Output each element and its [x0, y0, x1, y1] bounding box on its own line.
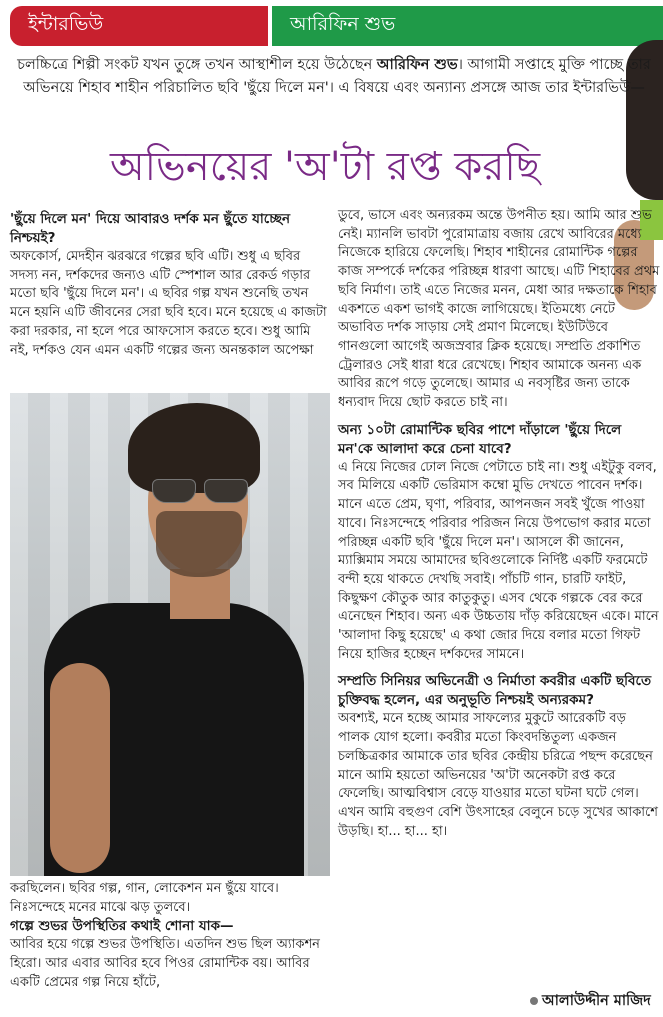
section-label: ইন্টারভিউ: [10, 6, 268, 46]
byline: [530, 990, 663, 1014]
answer-2: আবির হয়ে গল্পে শুভর উপস্থিতি। এতদিন শুভ ছিল অ্যাকশন হিরো। আর এবার আবির হবে পিওর রোমান্টিক বয়। আবির একটি প্রেমের গল্প নিয়ে হাঁটে,: [10, 937, 320, 990]
bullet-icon: [530, 997, 538, 1005]
answer-1-continued: করছিলেন। ছবির গল্প, গান, লোকেশন মন ছুঁয়ে যাবে। নিঃসন্দেহে মনের মাঝে ঝড় তুলবে।: [10, 881, 279, 915]
header-tabs: [10, 6, 663, 46]
intro-paragraph: [14, 54, 654, 100]
answer-4: অবশ্যই, মনে হচ্ছে আমার সাফল্যের মুকুটে আরেকটি বড় পালক যোগ হলো। কবরীর মতো কিংবদন্তিতুল্য একজন চলচ্চিত্রকার আমাকে তার ছবির কেন্দ্রীয় চরিত্রে পছন্দ করেছেন মানে আমি হয়তো অভিনয়ের 'অ'টা অনেকটা রপ্ত করে ফেলেছি। আত্মবিশ্বাস বেড়ে যাওয়ার মতো ঘটনা ঘটে গেল। এখন আমি বহুগুণ বেশি উৎসাহের বেলুনে চড়ে সুখের আকাশে উড়ছি। হা... হা... হা।: [338, 711, 658, 839]
intro-text-after: । আগামী সপ্তাহে মুক্তি পাচ্ছে তার অভিনয়ে শিহাব শাহীন পরিচালিত ছবি 'ছুঁয়ে দিলে মন'। এ বিষয়ে এবং অন্যান্য প্রসঙ্গে আজ তার ইন্টারভিউ—: [23, 57, 651, 96]
answer-3: এ নিয়ে নিজের ঢোল নিজে পেটাতে চাই না। শুধু এইটুকু বলব, সব মিলিয়ে একটি ভেরিমাস কম্বো মুভি দেখতে পাবেন দর্শক। মানে এতে প্রেম, ঘৃণা, পরিবার, আপনজন সবই খুঁজে পাওয়া যাবে। নিঃসন্দেহে পরিবার পরিজন নিয়ে উপভোগ করার মতো পরিচ্ছন্ন একটি ছবি 'ছুঁয়ে দিলে মন'। আসলে কী জানেন, ম্যাক্সিমাম সময়ে আমাদের ছবিগুলোকে নির্দিষ্ট একটি ফরমেটে বন্দী হয়ে থাকতে দেখছি সবাই। পাঁচটি গান, চারটি ফাইট, কিছুক্ষণ কৌতুক আর কাতুকুতু। এসব থেকে গল্পকে বের করে এনেছেন শিহাব। অন্য এক উচ্চতায় দাঁড় করিয়েছেন একে। মানে 'আলাদা কিছু হয়েছে' এ কথা জোর দিয়ে বলার মতো গিফট নিয়ে হাজির হচ্ছেন দর্শকদের সামনে।: [338, 459, 659, 662]
intro-name: আরিফিন শুভ: [376, 57, 458, 73]
left-column-bottom: [10, 880, 328, 993]
subject-name: আরিফিন শুভ: [272, 6, 663, 46]
answer-1: অফকোর্স, মেদহীন ঝরঝরে গল্পের ছবি এটি। শুধু এ ছবির সদস্য নন, দর্শকদের জন্যও এটি স্পেশাল আর রেকর্ড গড়ার মতো ছবি 'ছুঁয়ে দিলে মন'। এ ছবির গল্প যখন শুনেছি তখন মনে হয়নি এটি জীবনের সেরা ছবি হবে। মনে হয়েছে এ কাজটা করা দরকার, না হলে পরে আফসোস করতে হবে। শুধু আমি নই, দর্শকও যেন এমন একটি গল্পের জন্য অনন্তকাল অপেক্ষা: [10, 249, 327, 358]
intro-text-before: চলচ্চিত্রে শিল্পী সংকট যখন তুঙ্গে তখন আস্থাশীল হয়ে উঠেছেন: [17, 57, 377, 73]
question-1: 'ছুঁয়ে দিলে মন' দিয়ে আবারও দর্শক মন ছুঁতে যাচ্ছেন নিশ্চয়ই?: [10, 211, 291, 246]
byline-author: আলাউদ্দীন মাজিদ: [542, 993, 651, 1009]
question-4: সম্প্রতি সিনিয়র অভিনেত্রী ও নির্মাতা কবরীর একটি ছবিতে চুক্তিবদ্ধ হলেন, এর অনুভূতি নিশ্চয়ই অন্যরকম?: [338, 673, 652, 709]
headline: অভিনয়ের 'অ'টা রপ্ত করছি: [109, 144, 541, 190]
question-3: অন্য ১০টা রোমান্টিক ছবির পাশে দাঁড়ালে 'ছুঁয়ে দিলে মন'কে আলাদা করে চেনা যাবে?: [338, 421, 622, 457]
answer-2-continued: ডুবে, ভাসে এবং অন্যরকম অন্তে উপনীত হয়। আমি আর শুভ নেই। ম্যানলি ভাবটা পুরোমাত্রায় বজায় রেখে আবিরের মধ্যে নিজেকে হারিয়ে ফেলেছি। শিহাব শাহীনের রোমান্টিক গল্পের কাজ সম্পর্কে দর্শকের পরিচ্ছন্ন ধারণা আছে। এটি শিহাবের প্রথম ছবি নির্মাণ। তাই এতে নিজের মনন, মেধা আর দক্ষতাকে শিহাব একশতে একশ ভাগই কাজে লাগিয়েছে। ইতিমধ্যে নেটে অভাবিত দর্শক সাড়ায় সেই প্রমাণ মিলেছে। ইউটিউবে গানগুলো আগেই অজস্রবার ক্লিক হয়েছে। সম্প্রতি প্রকাশিত ট্রেলারও সেই ধারা ধরে রেখেছে। শিহাব আমাকে অনন্য এক আবির রূপে গড়ে তুলেছে। আমার এ নবসৃষ্টির জন্য তাকে ধন্যবাদ দিয়ে ছোট করতে চাই না।: [338, 208, 660, 411]
question-2: গল্পে শুভর উপস্থিতির কথাই শোনা যাক—: [10, 918, 234, 935]
actor-photo: [10, 393, 330, 876]
right-column: [338, 207, 660, 841]
left-column-top: [10, 210, 328, 360]
